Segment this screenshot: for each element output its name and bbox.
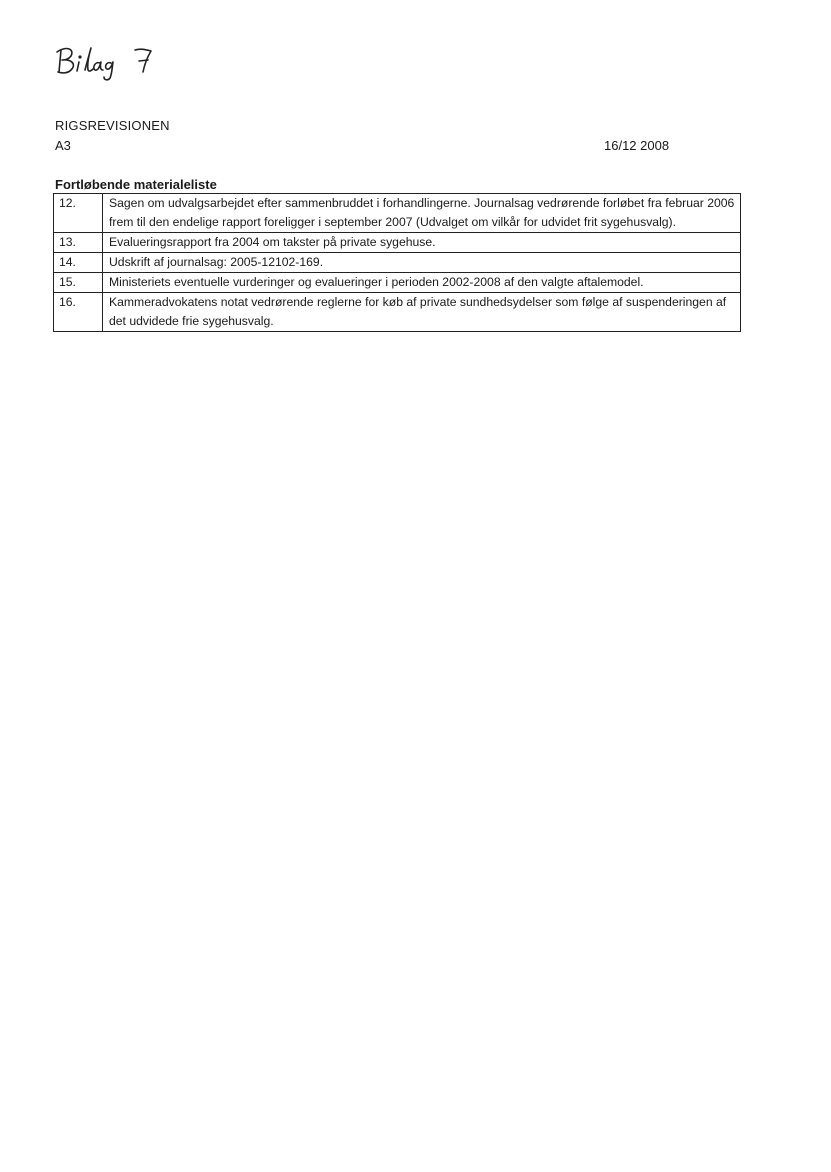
row-description: Evalueringsrapport fra 2004 om takster på private sygehuse. bbox=[103, 233, 741, 253]
row-number: 13. bbox=[54, 233, 103, 253]
organization-name: RIGSREVISIONEN bbox=[55, 118, 170, 133]
handwritten-annotation bbox=[55, 42, 165, 82]
row-number: 15. bbox=[54, 273, 103, 293]
row-description: Kammeradvokatens notat vedrørende reglerne for køb af private sundhedsydelser som følge af suspenderingen af det udvidede frie sygehusvalg. bbox=[103, 293, 741, 332]
row-number: 12. bbox=[54, 194, 103, 233]
row-description: Ministeriets eventuelle vurderinger og evalueringer i perioden 2002-2008 af den valgte aftalemodel. bbox=[103, 273, 741, 293]
row-number: 16. bbox=[54, 293, 103, 332]
table-row bbox=[54, 233, 741, 253]
table-row bbox=[54, 253, 741, 273]
table-row bbox=[54, 273, 741, 293]
row-description: Udskrift af journalsag: 2005-12102-169. bbox=[103, 253, 741, 273]
reference-code: A3 bbox=[55, 138, 71, 153]
row-number: 14. bbox=[54, 253, 103, 273]
document-date: 16/12 2008 bbox=[604, 138, 670, 153]
table-row bbox=[54, 194, 741, 233]
list-title: Fortløbende materialeliste bbox=[55, 177, 217, 192]
row-description: Sagen om udvalgsarbejdet efter sammenbruddet i forhandlingerne. Journalsag vedrørende forløbet fra februar 2006 frem til den endelige rapport foreligger i september 2007 (Udvalget om vilkår for udvidet frit sygehusvalg). bbox=[103, 194, 741, 233]
materials-table bbox=[53, 193, 741, 332]
table-row bbox=[54, 293, 741, 332]
